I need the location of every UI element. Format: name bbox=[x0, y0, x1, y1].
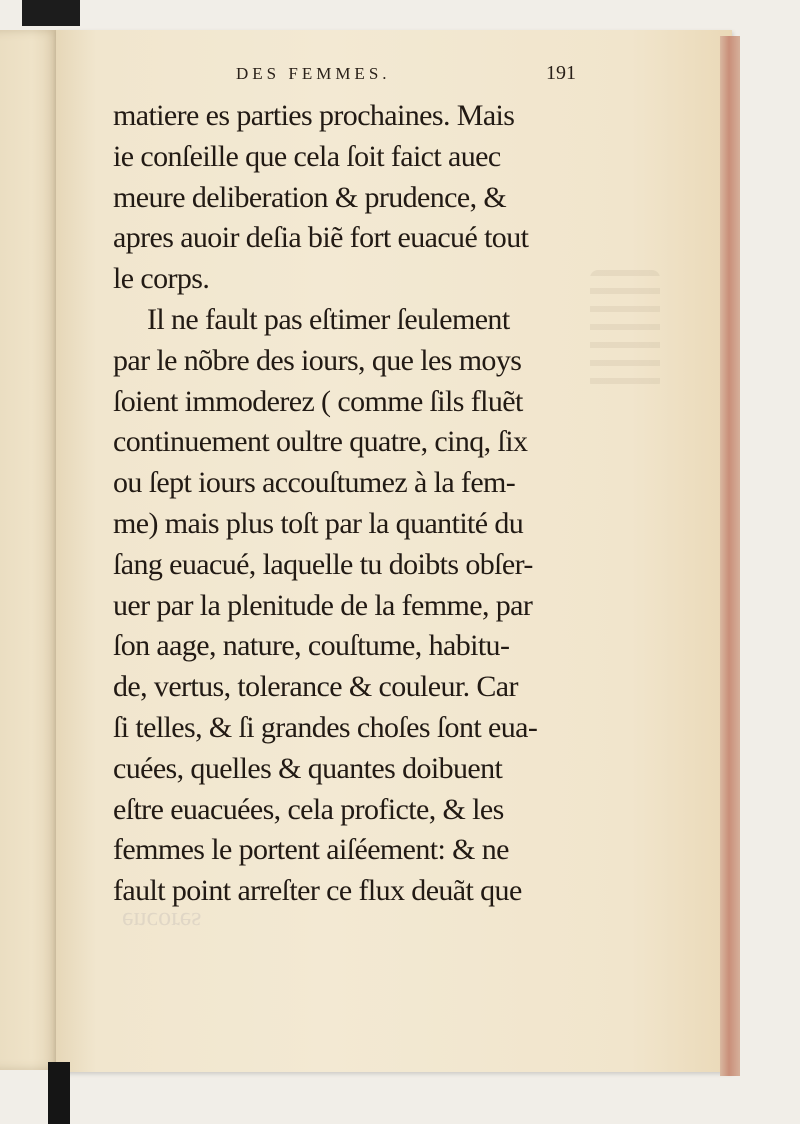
catchword-show-through: encores bbox=[122, 907, 202, 936]
text-line: matiere es parties prochaines. Mais bbox=[113, 99, 515, 132]
text-line: de, vertus, tolerance & couleur. Car bbox=[113, 670, 518, 704]
page-number: 191 bbox=[546, 62, 576, 84]
text-line: uer par la plenitude de la femme, par bbox=[113, 588, 533, 622]
text-line: eſtre euacuées, cela proficte, & les bbox=[113, 792, 504, 826]
show-through-marks bbox=[590, 270, 660, 390]
body-text bbox=[113, 96, 583, 912]
running-head: DES FEMMES. bbox=[236, 64, 391, 83]
bookmark-ribbon-top bbox=[22, 0, 80, 26]
text-line: me) mais plus toſt par la quantité du bbox=[113, 506, 524, 540]
text-line: meure deliberation & prudence, & bbox=[113, 180, 507, 214]
text-line: ou ſept iours accouſtumez à la fem- bbox=[113, 466, 516, 500]
text-line: le corps. bbox=[113, 262, 210, 296]
text-line: ſoient immoderez ( comme ſils fluẽt bbox=[113, 384, 523, 418]
text-line: ſon aage, nature, couſtume, habitu- bbox=[113, 629, 510, 663]
text-line: cuées, quelles & quantes doibuent bbox=[113, 751, 503, 785]
text-line: ſi telles, & ſi grandes choſes ſont eua- bbox=[113, 710, 538, 744]
text-line: Il ne fault pas eſtimer ſeulement bbox=[147, 302, 510, 336]
text-line: apres auoir deſia biẽ fort euacué tout bbox=[113, 221, 529, 255]
left-page-edge bbox=[0, 30, 62, 1070]
page-header bbox=[236, 62, 576, 88]
page-edge-red bbox=[720, 36, 740, 1076]
text-line: ſang euacué, laquelle tu doibts obſer- bbox=[113, 547, 533, 581]
text-line: fault point arreſter ce flux deuãt que bbox=[113, 874, 522, 908]
text-line: continuement oultre quatre, cinq, ſix bbox=[113, 425, 528, 459]
text-line: ie conſeille que cela ſoit faict auec bbox=[113, 139, 501, 173]
bookmark-ribbon-bottom bbox=[48, 1062, 70, 1124]
text-line: femmes le portent aiſéement: & ne bbox=[113, 833, 509, 867]
text-line: par le nõbre des iours, que les moys bbox=[113, 343, 522, 377]
